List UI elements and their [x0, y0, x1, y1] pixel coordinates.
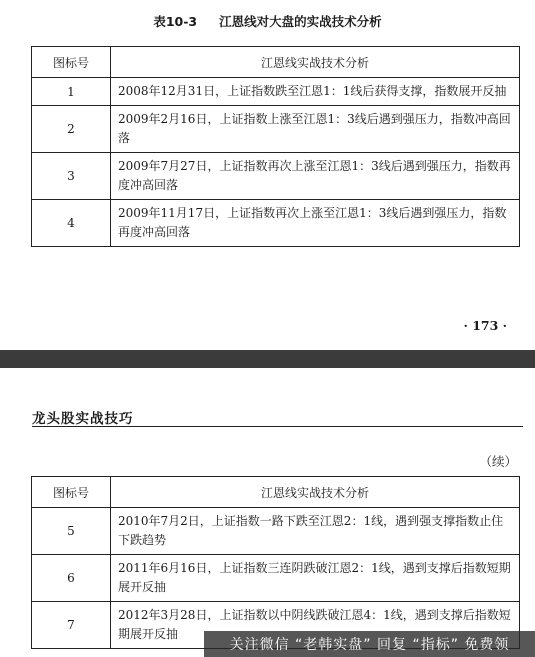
table-row: [32, 153, 520, 200]
row-text: 2012年3月28日，上证指数以中阴线跌破江恩4：1线，遇到支撑后指数短期展开反抽: [111, 602, 520, 649]
header-rule: [32, 426, 523, 427]
table-row: [32, 78, 520, 106]
table-row: [32, 508, 520, 555]
header-figure-number: 图标号: [32, 47, 111, 78]
page-number: · 173 ·: [463, 318, 507, 333]
row-number: 6: [32, 555, 111, 602]
table-header-row: [32, 47, 520, 78]
table-row: [32, 106, 520, 153]
row-number: 7: [32, 602, 111, 649]
table-title-number: 表10-3: [153, 14, 198, 29]
row-text: 2010年7月2日，上证指数一路下跌至江恩2：1线，遇到强支撑指数止住下跌趋势: [111, 508, 520, 555]
continued-label: （续）: [479, 454, 517, 469]
header-analysis: 江恩线实战技术分析: [111, 47, 520, 78]
row-number: 3: [32, 153, 111, 200]
row-number: 1: [32, 78, 111, 106]
watermark-banner: 关注微信 “老韩实盘” 回复 “指标” 免费领: [204, 631, 535, 657]
analysis-table-top: [31, 46, 520, 247]
row-text: 2011年6月16日，上证指数三连阴跌破江恩2：1线，遇到支撑后指数短期展开反抽: [111, 555, 520, 602]
header-figure-number: 图标号: [32, 477, 111, 508]
page-gap: [0, 350, 535, 368]
row-text: 2009年11月17日，上证指数再次上涨至江恩1：3线后遇到强压力，指数再度冲高回落: [111, 200, 520, 247]
analysis-table-bottom: [31, 476, 520, 649]
table-header-row: [32, 477, 520, 508]
row-number: 2: [32, 106, 111, 153]
row-text: 2009年7月27日，上证指数再次上涨至江恩1：3线后遇到强压力，指数再度冲高回落: [111, 153, 520, 200]
table-row: [32, 200, 520, 247]
table-title-text: 江恩线对大盘的实战技术分析: [219, 14, 382, 29]
row-number: 4: [32, 200, 111, 247]
header-analysis: 江恩线实战技术分析: [111, 477, 520, 508]
table-title: [0, 12, 535, 30]
book-title: 龙头股实战技巧: [32, 411, 134, 427]
table-row: [32, 555, 520, 602]
row-text: 2009年2月16日，上证指数上涨至江恩1：3线后遇到强压力，指数冲高回落: [111, 106, 520, 153]
row-text: 2008年12月31日，上证指数跌至江恩1：1线后获得支撑，指数展开反抽: [111, 78, 520, 106]
row-number: 5: [32, 508, 111, 555]
